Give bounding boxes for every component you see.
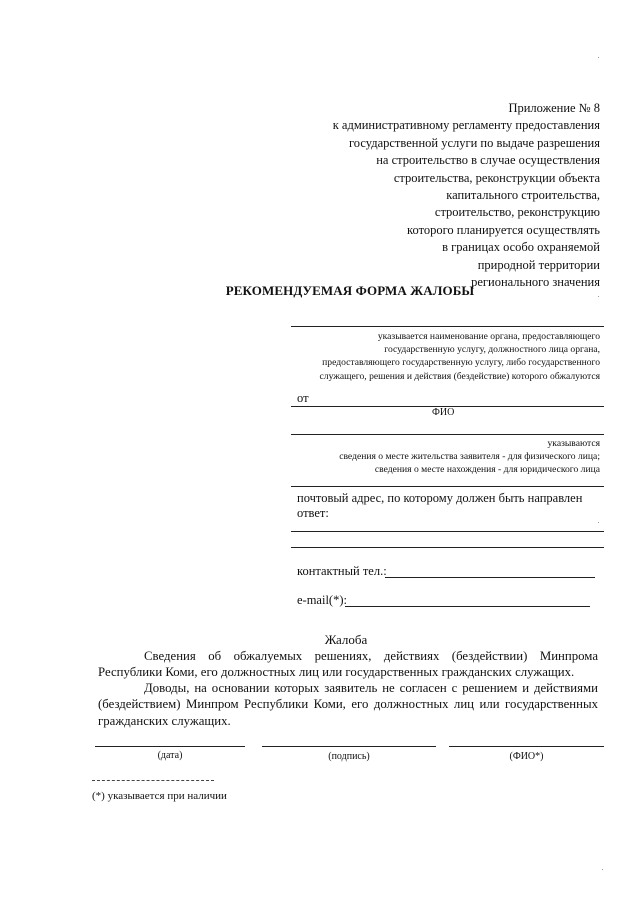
fio-signature-line[interactable] xyxy=(449,746,604,747)
form-title: РЕКОМЕНДУЕМАЯ ФОРМА ЖАЛОБЫ xyxy=(225,283,475,298)
postal-address-line-1[interactable] xyxy=(291,531,604,532)
address-hint: указываются сведения о месте жительства заявителя - для физического лица; сведения о месте нахождения - для юридического лица xyxy=(339,438,600,476)
appendix-line: к административному регламенту предоставления xyxy=(332,118,600,133)
complaint-paragraph-1: Сведения об обжалуемых решениях, действиях (бездействии) Минпрома Республики Коми, его должностных лиц или государственных гражданских служащих. xyxy=(98,649,598,680)
scan-speck xyxy=(598,57,599,58)
appendix-line: в границах особо охраняемой xyxy=(442,240,600,255)
postal-address-line-2[interactable] xyxy=(291,547,604,548)
signature-line[interactable] xyxy=(262,746,436,747)
appendix-block xyxy=(270,100,600,291)
recipient-line[interactable] xyxy=(291,326,604,327)
scan-speck xyxy=(602,869,603,870)
address-bottom-line xyxy=(291,486,604,487)
appendix-line: строительство, реконструкцию xyxy=(434,205,600,220)
footnote: (*) указывается при наличии xyxy=(92,790,227,802)
footnote-separator xyxy=(92,780,214,781)
complaint-heading: Жалоба xyxy=(324,632,368,647)
scan-speck xyxy=(598,522,599,523)
appendix-line: которого планируется осуществлять xyxy=(407,222,600,237)
appendix-line: капитального строительства, xyxy=(446,188,600,203)
appendix-line: Приложение № 8 xyxy=(508,101,600,115)
from-label: от xyxy=(297,391,309,405)
complaint-paragraph-2: Доводы, на основании которых заявитель не согласен с решением и действиями (бездействием) Минпром Республики Коми, его должностных лиц или государственных гражданских служащих. xyxy=(98,681,598,728)
recipient-hint: указывается наименование органа, предоставляющего государственную услугу, должностного лица органа, предоставляющего государственную услугу, либо государственного служащего, решения и действия (бездействие) которого обжалуются xyxy=(319,331,600,382)
postal-address-label-2: ответ: xyxy=(297,506,329,520)
date-line[interactable] xyxy=(95,746,245,747)
postal-address-label: почтовый адрес, по которому должен быть направлен xyxy=(297,491,583,505)
email-label: e-mail(*): xyxy=(297,593,347,607)
appendix-line: государственной услуги по выдаче разрешения xyxy=(348,135,600,150)
scan-speck xyxy=(598,296,599,297)
email-line[interactable] xyxy=(345,606,590,607)
contact-phone-line[interactable] xyxy=(385,577,595,578)
appendix-line: строительства, реконструкции объекта xyxy=(393,170,600,185)
fio-signature-label: (ФИО*) xyxy=(509,751,544,762)
date-label: (дата) xyxy=(157,750,183,761)
appendix-line: регионального значения xyxy=(471,275,600,290)
contact-phone-label: контактный тел.: xyxy=(297,564,387,578)
appendix-line: природной территории xyxy=(477,257,600,272)
appendix-line: на строительство в случае осуществления xyxy=(376,153,600,168)
fio-label: ФИО xyxy=(432,407,455,418)
signature-label: (подпись) xyxy=(328,751,370,762)
address-line[interactable] xyxy=(291,434,604,435)
